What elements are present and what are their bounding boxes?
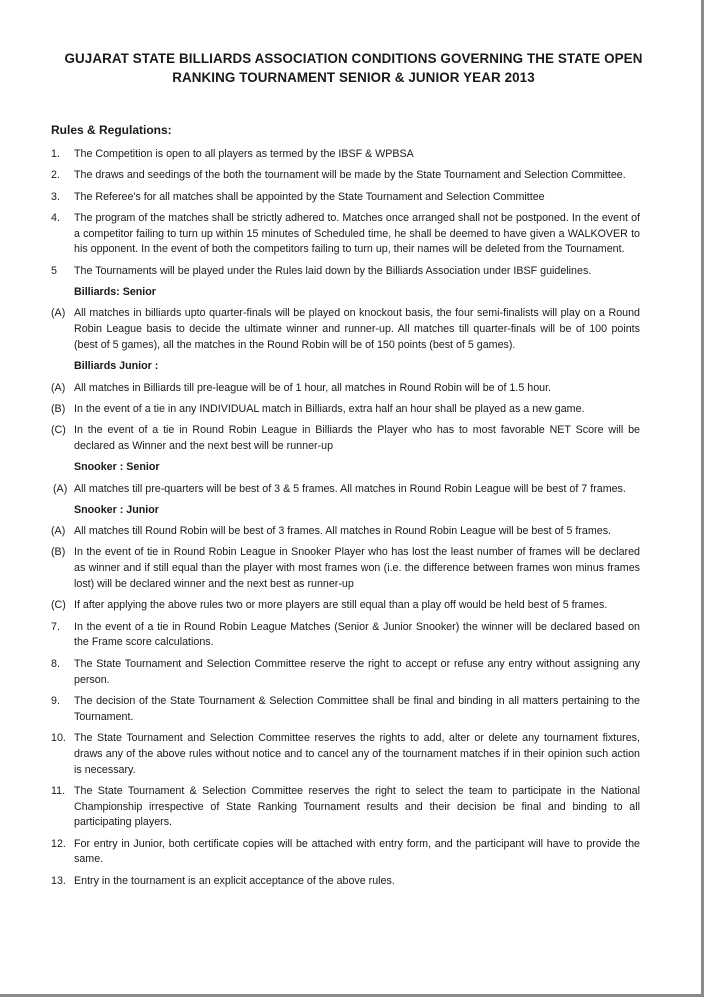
rule-number: 3. (51, 190, 60, 203)
rule-item (0, 731, 707, 778)
rule-item (0, 306, 707, 353)
rule-number: (B) (51, 546, 66, 559)
rule-number: 9. (51, 694, 60, 707)
rule-text: In the event of a tie in Round Robin League in Billiards the Player who has to most favorable NET Score will be declared as Winner and the next best will be runner-up (74, 424, 640, 452)
section-subheading: Snooker : Senior (74, 461, 160, 474)
rules-heading: Rules & Regulations: (51, 123, 172, 137)
rule-item (0, 598, 707, 614)
rule-number: (A) (51, 381, 66, 394)
rule-text: All matches in Billiards till pre-league will be of 1 hour, all matches in Round Robin will be of 1.5 hour. (74, 381, 552, 394)
rule-item (0, 423, 707, 455)
rule-text: All matches till Round Robin will be best of 3 frames. All matches in Round Robin League will be best of 5 frames. (74, 525, 612, 538)
rule-text: All matches till pre-quarters will be best of 3 & 5 frames. All matches in Round Robin League will be best of 7 frames. (74, 482, 626, 495)
rule-text: The program of the matches shall be strictly adhered to. Matches once arranged shall not be postponed. In the event of a competitor failing to turn up within 15 minutes of Scheduled time, he shall be deemed to have given a WALKOVER to his opponent. In the event of both the competitors failing to turn up, their names will be deleted from the Tournament. (74, 211, 640, 256)
rule-item (0, 211, 707, 258)
rule-item (0, 381, 707, 397)
rule-text: In the event of a tie in Round Robin League Matches (Senior & Junior Snooker) the winner will be declared based on the Frame score calculations. (74, 620, 640, 649)
title-line-1: GUJARAT STATE BILLIARDS ASSOCIATION CONDITIONS GOVERNING THE STATE OPEN (64, 51, 643, 66)
rules-list (0, 147, 707, 895)
document-title (40, 49, 667, 87)
rule-number: (C) (51, 424, 66, 437)
rule-text: In the event of a tie in any INDIVIDUAL match in Billiards, extra half an hour shall be played as a new game. (74, 402, 585, 415)
rule-text: The Referee's for all matches shall be appointed by the State Tournament and Selection Committee (74, 190, 545, 203)
rule-text: In the event of tie in Round Robin League in Snooker Player who has lost the least number of frames will be declared as winner and if still equal than the player with most frames won (i.e. the difference between frames won minus frames lost) will be declared winner and the next best as runner-up (74, 546, 640, 591)
rule-number: 2. (51, 169, 60, 182)
rule-number: 4. (51, 211, 60, 224)
rule-item (0, 620, 707, 652)
rule-number: 8. (51, 657, 60, 670)
rule-number: 7. (51, 620, 60, 633)
rule-number: 5 (51, 264, 57, 277)
rule-item (0, 694, 707, 726)
rule-item (0, 874, 707, 890)
rule-item (0, 524, 707, 540)
rule-number: 1. (51, 148, 60, 160)
title-line-2: RANKING TOURNAMENT SENIOR & JUNIOR YEAR 2013 (172, 70, 535, 85)
section-subheading: Snooker : Junior (74, 503, 159, 516)
rule-text: If after applying the above rules two or more players are still equal than a play off would be held best of 5 frames. (74, 599, 608, 612)
section-subheading: Billiards: Senior (74, 286, 156, 299)
rule-number: 10. (51, 731, 66, 744)
rule-text: The decision of the State Tournament & Selection Committee shall be final and binding in all matters pertaining to the Tournament. (74, 694, 640, 723)
rule-text: For entry in Junior, both certificate copies will be attached with entry form, and the participant will have to provide the same. (74, 837, 640, 866)
rule-number: 12. (51, 837, 66, 850)
rule-text: The State Tournament and Selection Committee reserves the rights to add, alter or delete any tournament fixtures, draws any of the above rules without notice and to cancel any of the tournament matches if in their opinion such action is necessary. (74, 731, 640, 776)
rule-number: 11. (51, 784, 66, 797)
rule-text: The Competition is open to all players as termed by the IBSF & WPBSA (74, 148, 414, 160)
rule-item (0, 482, 707, 498)
rule-item (0, 545, 707, 592)
rule-text: The State Tournament & Selection Committee reserves the right to select the team to participate in the National Championship irrespective of State Ranking Tournament results and their decision be final and binding to all participating players. (74, 784, 640, 829)
rule-text: The State Tournament and Selection Committee reserve the right to accept or refuse any entry without assigning any person. (74, 657, 640, 686)
rule-text: All matches in billiards upto quarter-finals will be played on knockout basis, the four semi-finalists will play on a Round Robin League basis to decide the ultimate winner and runner-up. All matches till quarter-finals will be of 100 points (best of 5 games), all the matches in the Round Robin will be of 150 points (best of 5 games). (74, 307, 640, 351)
section-subheading: Billiards Junior : (74, 360, 159, 373)
rule-number: 13. (51, 874, 66, 887)
rule-item (0, 657, 707, 689)
rule-number: (A) (53, 482, 68, 495)
rule-number: (C) (51, 599, 66, 612)
rule-number: (B) (51, 402, 66, 415)
rule-item (0, 147, 707, 163)
rule-number: (A) (51, 525, 66, 538)
rule-item (0, 837, 707, 869)
rule-item (0, 784, 707, 831)
rule-text: The Tournaments will be played under the Rules laid down by the Billiards Association under IBSF guidelines. (74, 264, 592, 277)
rule-text: Entry in the tournament is an explicit acceptance of the above rules. (74, 874, 395, 887)
rule-item (0, 168, 707, 184)
rule-item (0, 264, 707, 280)
rule-text: The draws and seedings of the both the tournament will be made by the State Tournament and Selection Committee. (74, 169, 626, 182)
rule-item (0, 190, 707, 206)
rule-item (0, 402, 707, 418)
rule-number: (A) (51, 307, 66, 320)
